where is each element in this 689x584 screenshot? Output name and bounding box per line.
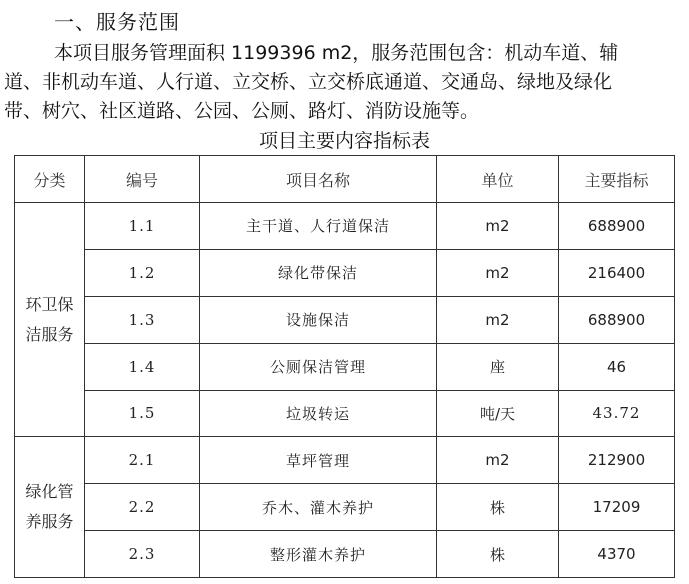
row-unit: m2 — [437, 296, 559, 343]
row-value: 17209 — [559, 484, 675, 531]
row-value: 4370 — [559, 531, 675, 578]
header-number: 编号 — [85, 156, 200, 203]
row-number: 1.1 — [85, 203, 200, 250]
row-item-name: 乔木、灌木养护 — [200, 484, 437, 531]
category-label: 环卫保洁服务 — [25, 294, 74, 344]
row-number: 1.2 — [85, 249, 200, 296]
table-row — [15, 531, 675, 578]
category-cell-greening — [15, 437, 85, 578]
row-value: 43.72 — [559, 390, 675, 437]
row-item-name: 草坪管理 — [200, 437, 437, 484]
header-category: 分类 — [15, 156, 85, 203]
row-unit: 株 — [437, 531, 559, 578]
row-value: 688900 — [559, 296, 675, 343]
row-value: 216400 — [559, 249, 675, 296]
row-unit: 株 — [437, 484, 559, 531]
row-number: 2.3 — [85, 531, 200, 578]
row-value: 688900 — [559, 203, 675, 250]
row-item-name: 垃圾转运 — [200, 390, 437, 437]
paragraph-line-1: 本项目服务管理面积 1199396 m2，服务范围包含：机动车道、辅 — [54, 42, 619, 64]
table-row — [15, 437, 675, 484]
table-row — [15, 249, 675, 296]
row-number: 1.3 — [85, 296, 200, 343]
category-cell-sanitation — [15, 203, 85, 437]
table-row — [15, 343, 675, 390]
row-number: 2.2 — [85, 484, 200, 531]
row-item-name: 公厕保洁管理 — [200, 343, 437, 390]
table-row — [15, 390, 675, 437]
row-item-name: 整形灌木养护 — [200, 531, 437, 578]
row-number: 2.1 — [85, 437, 200, 484]
table-row — [15, 296, 675, 343]
table-row — [15, 484, 675, 531]
row-item-name: 设施保洁 — [200, 296, 437, 343]
table-title: 项目主要内容指标表 — [258, 130, 430, 152]
row-unit: m2 — [437, 249, 559, 296]
row-unit: 吨/天 — [437, 390, 559, 437]
category-label: 绿化管养服务 — [25, 482, 74, 532]
header-main-indicator: 主要指标 — [559, 156, 675, 203]
header-item-name: 项目名称 — [200, 156, 437, 203]
paragraph-line-3: 带、树穴、社区道路、公园、公厕、路灯、消防设施等。 — [4, 100, 480, 122]
paragraph-line-2: 道、非机动车道、人行道、立交桥、立交桥底通道、交通岛、绿地及绿化 — [4, 71, 613, 93]
row-item-name: 绿化带保洁 — [200, 249, 437, 296]
row-value: 212900 — [559, 437, 675, 484]
row-item-name: 主干道、人行道保洁 — [200, 203, 437, 250]
row-unit: m2 — [437, 203, 559, 250]
section-title: 一、服务范围 — [54, 10, 180, 34]
row-number: 1.5 — [85, 390, 200, 437]
row-value: 46 — [559, 343, 675, 390]
indicator-table — [14, 155, 675, 578]
table-header-row — [15, 156, 675, 203]
header-unit: 单位 — [437, 156, 559, 203]
row-unit: 座 — [437, 343, 559, 390]
row-unit: m2 — [437, 437, 559, 484]
table-row — [15, 203, 675, 250]
row-number: 1.4 — [85, 343, 200, 390]
